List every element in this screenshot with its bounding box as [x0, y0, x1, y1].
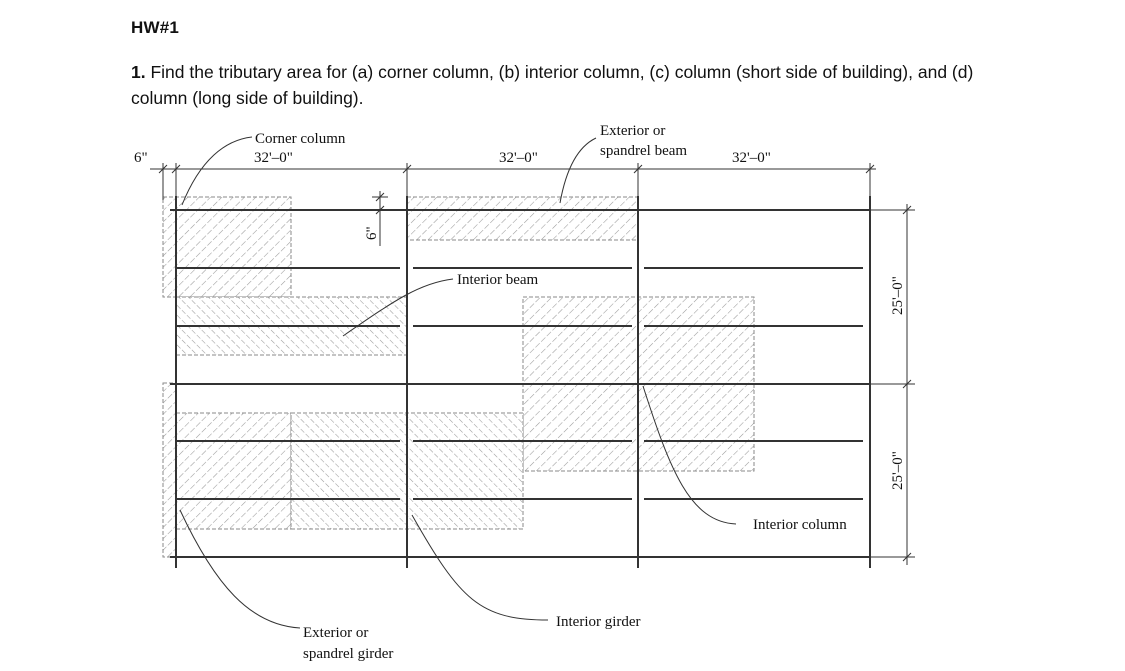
bay-width-dimension-3: 32'–0": [732, 150, 771, 166]
corner-column-area: [163, 197, 291, 297]
spandrel-girder-area: [163, 383, 176, 557]
spandrel-beam-area: [407, 197, 638, 240]
bay-width-dimension-2: 32'–0": [499, 150, 538, 166]
edge-offset-dimension: 6": [134, 150, 148, 166]
interior-beam-label: Interior beam: [457, 272, 539, 288]
bay-depth-dimension-1: 25'–0": [890, 276, 906, 315]
bay-width-dimension-1: 32'–0": [254, 150, 293, 166]
exterior-girder-label-line2: spandrel girder: [303, 646, 394, 662]
exterior-beam-label-line2: spandrel beam: [600, 143, 688, 159]
question-number: 1.: [131, 62, 146, 82]
tributary-areas: [163, 197, 754, 557]
interior-column-label: Interior column: [753, 517, 847, 533]
right-dimension-line: [876, 204, 915, 565]
interior-girder-label: Interior girder: [556, 614, 641, 630]
top-dimension-line: [150, 163, 876, 200]
beam-offset-dimension-label: 6": [364, 226, 380, 240]
homework-title: HW#1: [131, 18, 180, 37]
exterior-beam-label-line1: Exterior or: [600, 123, 666, 139]
question-body: Find the tributary area for (a) corner column, (b) interior column, (c) column (short side of building), and (d) column (long side of building).: [131, 62, 974, 108]
bay-depth-dimension-2: 25'–0": [890, 451, 906, 490]
exterior-girder-label-line1: Exterior or: [303, 625, 369, 641]
corner-column-label: Corner column: [255, 131, 346, 147]
exterior-column-area-left: [176, 413, 291, 529]
